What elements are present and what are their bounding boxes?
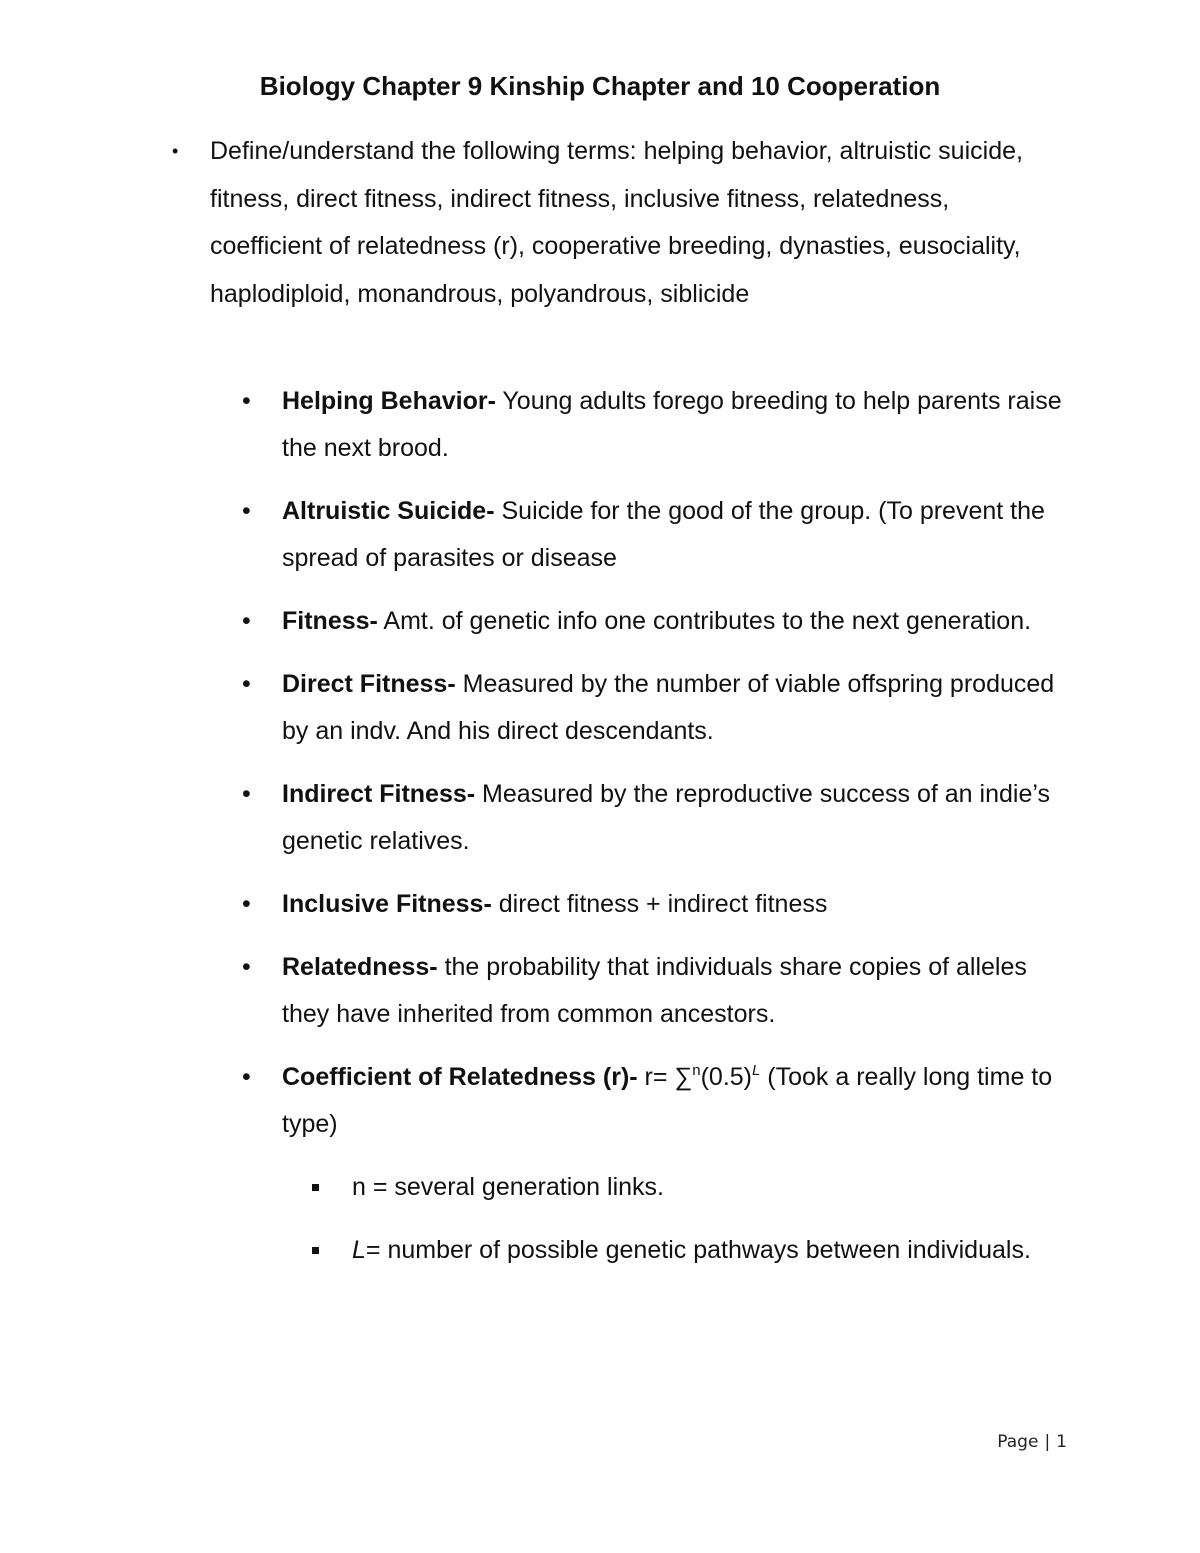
term-definition: Measured by the reproductive success of an indie’s genetic relatives. (282, 780, 1050, 855)
coefficient-sub-list (310, 1164, 1070, 1274)
document-title: Biology Chapter 9 Kinship Chapter and 10 Cooperation (259, 71, 941, 101)
term-definition: Young adults forego breeding to help parents raise the next brood. (282, 387, 1062, 462)
page-label: Page (997, 1432, 1039, 1452)
bullet-icon: • (242, 780, 251, 808)
term-definition: Suicide for the good of the group. (To prevent the spread of parasites or disease (282, 497, 1045, 572)
bullet-icon: • (242, 890, 251, 918)
square-bullet-icon (312, 1184, 319, 1191)
term-label: Inclusive Fitness- (282, 890, 492, 918)
sub-item-l (310, 1227, 1070, 1274)
term-item-coefficient-of-relatedness (240, 1054, 1070, 1148)
term-label: Indirect Fitness- (282, 780, 476, 808)
bullet-icon: • (242, 387, 251, 415)
term-item-altruistic-suicide (240, 488, 1070, 582)
page-separator: | (1044, 1432, 1051, 1452)
term-label: Altruistic Suicide- (282, 497, 495, 525)
term-item-relatedness (240, 944, 1070, 1038)
bullet-icon: • (242, 670, 251, 698)
page-number: 1 (1056, 1432, 1067, 1452)
bullet-icon: • (242, 953, 251, 981)
bullet-icon: • (172, 141, 179, 161)
sub-item-text: = number of possible genetic pathways between individuals. (365, 1236, 1031, 1264)
formula-superscript-l: L (752, 1062, 761, 1079)
term-definition: direct fitness + indirect fitness (491, 890, 828, 918)
sub-item-lead: L (352, 1236, 366, 1264)
term-label: Relatedness- (282, 953, 438, 981)
term-label: Fitness- (282, 607, 378, 635)
term-item-helping-behavior (240, 378, 1070, 472)
term-definition: Amt. of genetic info one contributes to the next generation. (377, 607, 1032, 635)
bullet-icon: • (242, 1063, 251, 1091)
formula-prefix: r= ∑ (637, 1063, 693, 1091)
term-item-direct-fitness (240, 661, 1070, 755)
term-label: Coefficient of Relatedness (r)- (282, 1063, 638, 1091)
formula-mid: (0.5) (700, 1063, 752, 1091)
sub-item-n (310, 1164, 1070, 1211)
term-definition: Measured by the number of viable offspring produced by an indv. And his direct descendants. (282, 670, 1055, 745)
terms-list (240, 378, 1070, 1290)
intro-text: Define/understand the following terms: helping behavior, altruistic suicide, fitness, direct fitness, indirect fitness, inclusive fitness, relatedness, coefficient of relatedness (r), cooperative breeding, dynasties, eusociality, haplodiploid, monandrous, polyandrous, siblicide (210, 137, 1023, 308)
term-item-fitness (240, 598, 1070, 645)
term-item-indirect-fitness (240, 771, 1070, 865)
sub-item-text: n = several generation links. (352, 1173, 664, 1201)
bullet-icon: • (242, 497, 251, 525)
page-footer (997, 1432, 1067, 1452)
term-label: Direct Fitness- (282, 670, 456, 698)
square-bullet-icon (312, 1247, 319, 1254)
formula-superscript-n: n (692, 1062, 701, 1079)
term-item-inclusive-fitness (240, 881, 1070, 928)
bullet-icon: • (242, 607, 251, 635)
intro-bullet (170, 128, 1050, 318)
term-definition: the probability that individuals share copies of alleles they have inherited from common ancestors. (282, 953, 1027, 1028)
formula-suffix: (Took a really long time to type) (282, 1063, 1053, 1138)
term-label: Helping Behavior- (282, 387, 496, 415)
